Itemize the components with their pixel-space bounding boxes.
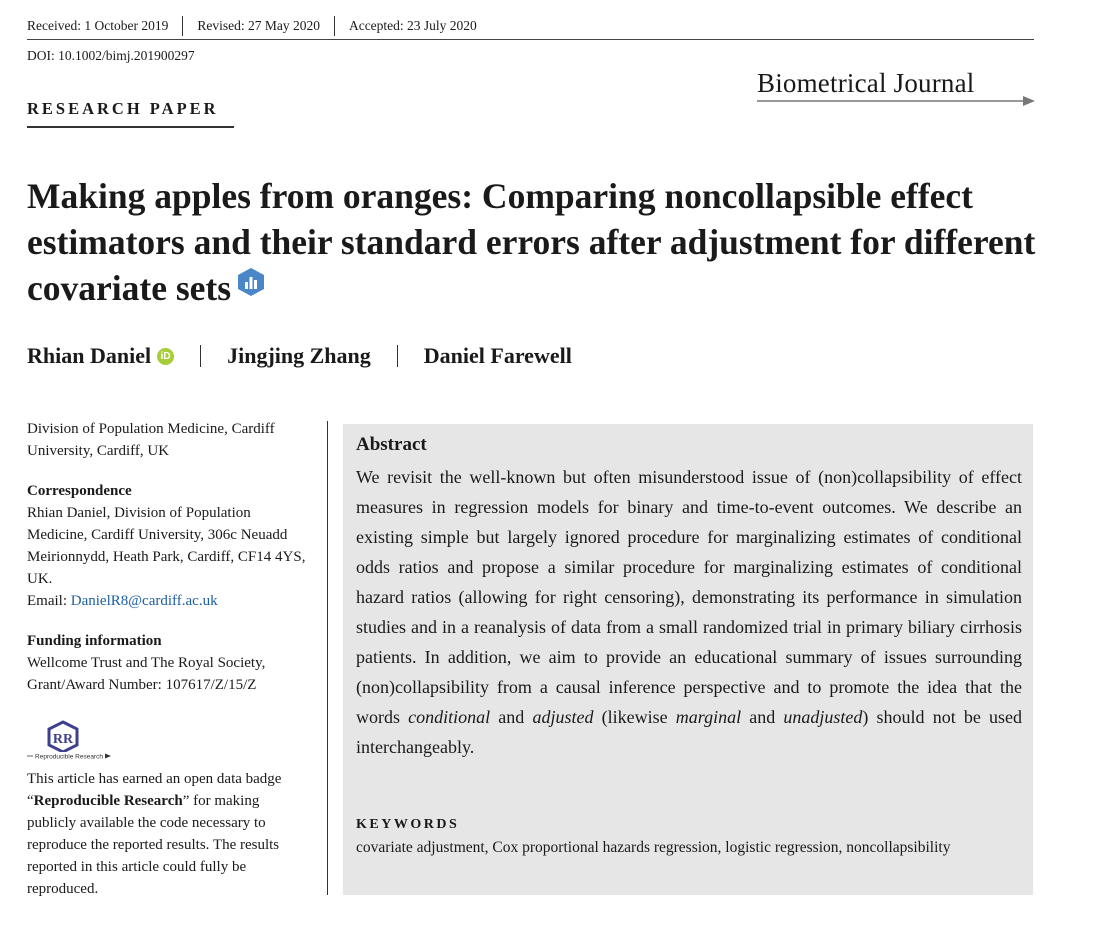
email-link[interactable]: DanielR8@cardiff.ac.uk [70,593,218,609]
author-separator [200,345,201,367]
reproducible-research-logo[interactable] [27,720,111,762]
funding-heading: Funding information [27,633,162,649]
abstract-heading: Abstract [356,434,427,455]
abstract-body: and [490,707,533,727]
orcid-icon[interactable]: iD [157,348,174,365]
abstract-em: unadjusted [783,707,863,727]
badge-text-post: ” for making publicly available the code necessary to reproduce the reported results. The results reported in this article could fully be reproduced. [27,793,280,897]
doi[interactable]: DOI: 10.1002/bimj.201900297 [27,48,195,63]
rr-logo-caption: Reproducible Research [35,753,103,761]
abstract-body: We revisit the well-known but often misunderstood issue of (non)collapsibility of effect measures in regression models for binary and time-to-event outcomes. We describe an existing simple but largely ignored procedure for marginalizing estimates of conditional odds ratios and propose a similar procedure for marginalizing estimates of conditional hazard ratios (allowing for right censoring), demonstrating its performance in simulation studies and in a reanalysis of data from a small randomized trial in primary biliary cirrhosis patients. In addition, we aim to provide an educational summary of issues surrounding (non)collapsibility from a causal inference perspective and to promote the idea that the words [356,467,1022,727]
author-name[interactable]: Rhian Daniel [27,343,152,368]
author-2 [227,343,371,369]
journal-name: Biometrical Journal [757,68,975,98]
abstract-text [356,462,1022,762]
abstract-body: ) should not be used interchangeably. [356,707,1022,757]
correspondence-block [27,480,312,612]
badge-statement [27,768,312,900]
author-3 [424,343,572,369]
correspondence-text: Rhian Daniel, Division of Population Medicine, Cardiff University, 306c Neuadd Meirionnydd, Heath Park, Cardiff, CF14 4YS, UK. [27,505,306,587]
affiliation: Division of Population Medicine, Cardiff University, Cardiff, UK [27,421,275,459]
paper-type-underline [27,126,234,128]
article-title [27,173,1067,311]
column-divider [327,421,328,895]
abstract-em: conditional [408,707,491,727]
paper-type: RESEARCH PAPER [27,99,219,118]
author-name[interactable]: Daniel Farewell [423,343,572,368]
rr-logo-text: RR [52,732,74,747]
header-rule [27,39,1034,40]
open-data-badge-icon[interactable] [237,262,265,308]
revised-date: Revised: 27 May 2020 [182,16,334,36]
article-sidebar [27,418,312,714]
received-date: Received: 1 October 2019 [27,18,169,33]
author-name[interactable]: Jingjing Zhang [227,343,371,368]
journal-arrow-icon [757,95,1035,107]
author-list [27,343,572,369]
author-1 [27,343,174,369]
abstract-body: and [741,707,784,727]
title-text: Making apples from oranges: Comparing noncollapsible effect estimators and their standard errors after adjustment for different covariate sets [27,176,1036,308]
email-line [27,590,312,612]
email-label: Email: [27,593,71,609]
badge-name: Reproducible Research [33,793,183,809]
badge-text-pre: This article has earned an open data badge “ [27,771,282,809]
abstract-em: marginal [675,707,742,727]
keywords-text: covariate adjustment, Cox proportional hazards regression, logistic regression, noncollapsibility [356,839,951,856]
funding-block [27,630,312,696]
abstract-em: adjusted [532,707,594,727]
abstract-body: (likewise [593,707,676,727]
keywords-heading: KEYWORDS [356,817,460,832]
accepted-date: Accepted: 23 July 2020 [334,16,491,36]
author-separator [397,345,398,367]
correspondence-heading: Correspondence [27,483,132,499]
funding-text: Wellcome Trust and The Royal Society, Grant/Award Number: 107617/Z/15/Z [27,655,266,693]
article-dates [27,16,491,36]
affiliation-block [27,418,312,462]
